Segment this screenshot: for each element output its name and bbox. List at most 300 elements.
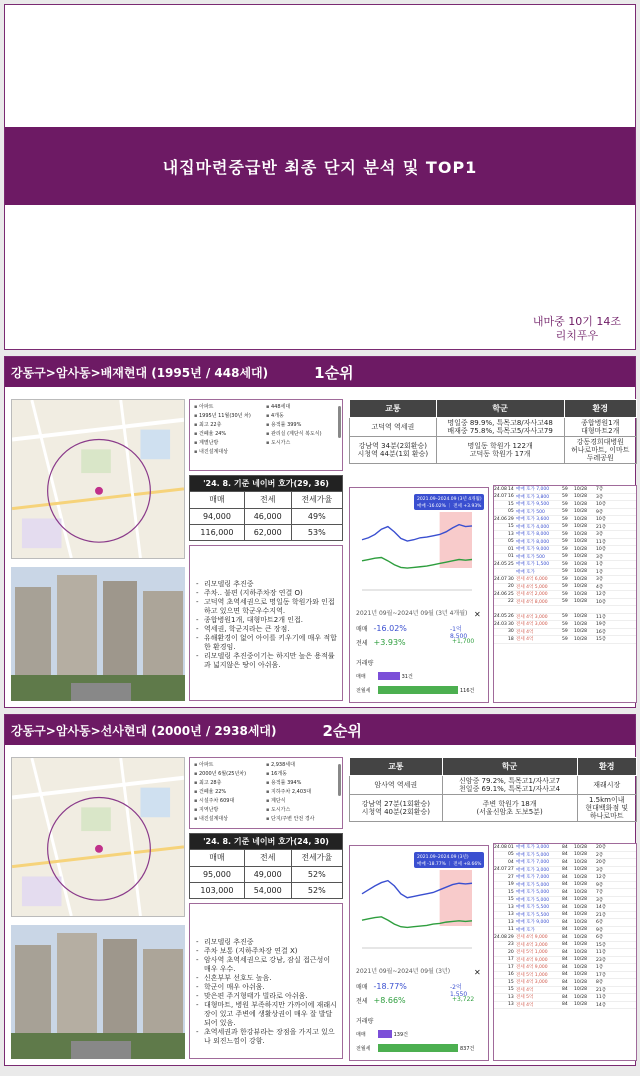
price-header-sale: 매매: [190, 492, 245, 508]
rent-change-row: [356, 996, 475, 1005]
transaction-cell: 10/28: [574, 979, 587, 985]
analysis-notes-list: [196, 580, 338, 670]
transaction-row[interactable]: [494, 972, 636, 980]
transaction-cell: 10/28: [574, 539, 587, 545]
volume-sale-bar: [378, 672, 400, 680]
category-cell: 고덕역 역세권: [350, 418, 437, 437]
transaction-cell: 84: [562, 972, 568, 978]
transaction-cell: 27: [508, 874, 514, 880]
price-trend-panel: [349, 845, 489, 1061]
transaction-cell: 10/28: [574, 934, 587, 940]
price-header-ratio: 전세가율: [291, 492, 342, 508]
rent-change-label: 전세: [356, 640, 368, 647]
price-cell: 52%: [291, 882, 342, 898]
volume-sale-count: 139건: [393, 1031, 408, 1038]
note-item: - 종합병원1개, 대형마트2개 인접.: [196, 616, 338, 625]
transaction-cell: 매매 호가 9,000: [516, 547, 550, 553]
chart-highlight-band: [440, 870, 472, 926]
transaction-row[interactable]: [494, 949, 636, 957]
complex-info-list: [194, 761, 334, 823]
note-item: - 주차.. 불편 (지하주차장 연결 O): [196, 589, 338, 598]
transaction-cell: 12층: [596, 875, 607, 881]
transaction-cell: 23층: [596, 957, 607, 963]
info-item: ▪ 용적률 394%: [266, 779, 334, 787]
price-cell: 54,000: [244, 882, 291, 898]
transaction-cell: 10/28: [574, 972, 587, 978]
transaction-cell: 24.06: [494, 591, 507, 597]
transaction-cell: 전세 4억 9,000: [516, 965, 548, 971]
transaction-row[interactable]: [494, 859, 636, 867]
transaction-cell: 10/28: [574, 509, 587, 515]
transaction-cell: 24.07: [494, 576, 507, 582]
transaction-cell: 10/28: [574, 874, 587, 880]
transaction-cell: 19: [508, 882, 514, 888]
transaction-cell: 매매 호가 5,500: [516, 905, 550, 911]
transaction-cell: 13: [508, 994, 514, 1000]
rank-label: 2순위: [322, 721, 362, 740]
transaction-cell: 84: [562, 844, 568, 850]
transaction-cell: 10/28: [574, 844, 587, 850]
transaction-cell: 84: [562, 859, 568, 865]
note-item: - 신혼부부 선호도 높음.: [196, 974, 338, 983]
transaction-row[interactable]: [494, 874, 636, 882]
transaction-cell: 9층: [596, 509, 604, 515]
transaction-cell: 매매 호가 500: [516, 509, 545, 515]
price-row: [190, 866, 343, 882]
transaction-cell: 20: [508, 584, 514, 590]
transaction-row[interactable]: [494, 882, 636, 890]
transaction-cell: 전세 4억: [516, 637, 534, 643]
transaction-row[interactable]: [494, 554, 636, 562]
transaction-row[interactable]: [494, 1002, 636, 1010]
transaction-row[interactable]: [494, 486, 636, 494]
volume-rent-bar: [378, 1044, 458, 1052]
transaction-cell: 24.08: [494, 486, 507, 492]
transaction-cell: 29: [508, 516, 514, 522]
transaction-cell: 05: [508, 852, 514, 858]
transaction-cell: 20: [508, 949, 514, 955]
transaction-cell: 10/28: [574, 591, 587, 597]
transaction-cell: 전세 5억 1,000: [516, 950, 548, 956]
transaction-row[interactable]: [494, 524, 636, 532]
sale-change-row: [356, 624, 468, 640]
transaction-row[interactable]: [494, 569, 636, 577]
map-graphic: [12, 758, 184, 916]
transaction-cell: 11층: [596, 614, 607, 620]
transaction-cell: 14층: [596, 905, 607, 911]
info-item: ▪ 2,938세대: [266, 761, 334, 769]
sale-change-row: [356, 982, 468, 998]
transaction-cell: 10/28: [574, 629, 587, 635]
transaction-cell: 7층: [596, 890, 604, 896]
transaction-cell: 30: [508, 621, 514, 627]
category-header-school: 학군: [442, 758, 577, 776]
note-item: - 암사역 초역세권으로 강남, 잠실 접근성이 매우 우수.: [196, 956, 338, 974]
transaction-row[interactable]: [494, 852, 636, 860]
sale-change-pct: -18.77%: [373, 982, 407, 991]
note-item: - 맞은편 주거형태가 빌라로 아쉬움.: [196, 992, 338, 1001]
info-item: ▪ 4개동: [266, 412, 334, 420]
transaction-cell: 매매 호가 9,500: [516, 502, 550, 508]
complex-location: 강동구>암사동>배재현대 (1995년 / 448세대): [11, 365, 269, 380]
transaction-row[interactable]: [494, 614, 636, 622]
transaction-cell: 10/28: [574, 987, 587, 993]
price-cell: 46,000: [244, 508, 291, 524]
transaction-cell: 24.05: [494, 614, 507, 620]
note-item: - 고덕역 초역세권으로 명일동 학원가와 인접하고 있으면 학군우수지역.: [196, 598, 338, 616]
category-row: [350, 437, 637, 464]
transaction-cell: 전세 4억 3,000: [516, 980, 548, 986]
info-item: ▪ 최고 28층: [194, 779, 262, 787]
transaction-cell: 01: [508, 844, 514, 850]
transaction-row[interactable]: [494, 509, 636, 517]
transaction-cell: 04: [508, 859, 514, 865]
transaction-cell: 24.05: [494, 561, 507, 567]
transaction-cell: 4층: [596, 584, 604, 590]
price-table-title: '24. 8. 기준 네이버 호가(29, 36): [190, 476, 343, 492]
info-item: ▪ 2000년 6월(25년차): [194, 770, 262, 778]
category-cell: 주변 학원가 18개 (서울신암초 도보5분): [442, 795, 577, 822]
transaction-row[interactable]: [494, 994, 636, 1002]
volume-sale-row: [356, 672, 413, 680]
category-cell: 신암중 79.2%, 특목고1/자사고7 천일중 69.1%, 특목고1/자사고4: [442, 776, 577, 795]
rank-header-band: [5, 715, 635, 745]
transaction-cell: 05: [508, 539, 514, 545]
transaction-row[interactable]: [494, 889, 636, 897]
info-item: ▪ 시설주차 609대: [194, 797, 262, 805]
price-table: [189, 833, 343, 899]
info-item: ▪ 계별난방: [194, 439, 262, 447]
cover-class: 내마중 10기 14조: [532, 315, 621, 328]
rank-label: 1순위: [314, 363, 354, 382]
sale-change-label: 매매: [356, 626, 368, 633]
volume-rent-label: 전월세: [356, 687, 371, 694]
transaction-cell: 매매 호가 3,000: [516, 845, 550, 851]
category-header-environment: 환경: [577, 758, 636, 776]
transaction-cell: 59: [562, 546, 568, 552]
info-item: ▪ 건폐율 24%: [194, 430, 262, 438]
chart-tooltip-text: 2021.09–2024.09 (3년): [417, 855, 469, 860]
transaction-cell: 27: [508, 867, 514, 873]
transaction-cell: 15층: [596, 942, 607, 948]
transaction-cell: 13: [508, 904, 514, 910]
transaction-row[interactable]: [494, 964, 636, 972]
transaction-cell: 25: [508, 561, 514, 567]
transaction-cell: 22: [508, 599, 514, 605]
transaction-cell: 전세 5억: [516, 995, 534, 1001]
transaction-cell: 11층: [596, 539, 607, 545]
info-item: ▪ 건폐율 22%: [194, 788, 262, 796]
transaction-cell: 10층: [596, 599, 607, 605]
category-row: [350, 776, 637, 795]
info-item: ▪ 아파트: [194, 761, 262, 769]
transaction-cell: 21층: [596, 524, 607, 530]
volume-sale-bar: [378, 1030, 392, 1038]
transaction-cell: 59: [562, 584, 568, 590]
rank-header-band: [5, 357, 635, 387]
info-item: ▪ 지역난방: [194, 806, 262, 814]
transaction-cell: 6층: [596, 935, 604, 941]
transaction-cell: 매매 호가 8,000: [516, 539, 550, 545]
transaction-cell: 15: [508, 889, 514, 895]
transaction-row[interactable]: [494, 531, 636, 539]
transaction-cell: 84: [562, 912, 568, 918]
trend-period: 2021년 09월~2024년 09월 (3년): [356, 968, 451, 975]
transaction-row[interactable]: [494, 501, 636, 509]
transaction-row[interactable]: [494, 636, 636, 644]
transaction-row[interactable]: [494, 987, 636, 995]
category-cell: 강남역 34분(2회환승) 시청역 44분(1회 환승): [350, 437, 437, 464]
cover-authors: [533, 315, 621, 343]
transaction-cell: 19층: [596, 622, 607, 628]
transaction-cell: 2층: [596, 852, 604, 858]
transaction-cell: 14: [508, 486, 514, 492]
price-table-title: '24. 8. 기준 네이버 호가(24, 30): [190, 834, 343, 850]
price-trend-chart[interactable]: [354, 852, 486, 960]
category-cell: 1.5km이내 현대백화점 및 하나로마트: [577, 795, 636, 822]
transaction-row[interactable]: [494, 927, 636, 935]
info-item: ▪ 용적률 399%: [266, 421, 334, 429]
price-cell: 52%: [291, 866, 342, 882]
complex-info-panel: [189, 757, 343, 829]
transaction-cell: 7층: [596, 487, 604, 493]
volume-rent-count: 837건: [460, 1045, 475, 1052]
transaction-cell: 10층: [596, 502, 607, 508]
volume-rent-bar: [378, 686, 458, 694]
transaction-cell: 전세 4억 3,000: [516, 622, 548, 628]
transaction-cell: 10/28: [574, 867, 587, 873]
note-item: - 유해환경이 없어 아이를 키우기에 매우 적합한 환경임.: [196, 634, 338, 652]
transaction-row[interactable]: [494, 957, 636, 965]
rent-change-amount: +3,722: [452, 996, 475, 1003]
note-item: - 리모델링 추진중: [196, 938, 338, 947]
info-item: ▪ 아파트: [194, 403, 262, 411]
transaction-row[interactable]: [494, 629, 636, 637]
transaction-cell: 매매 호가 7,000: [516, 487, 550, 493]
transaction-cell: 10/28: [574, 852, 587, 858]
price-header-jeonse: 전세: [244, 492, 291, 508]
price-cell: 116,000: [190, 524, 245, 540]
transaction-cell: 매매 호가 5,000: [516, 890, 550, 896]
category-cell: 암사역 역세권: [350, 776, 443, 795]
transaction-cell: 전세 4억 9,000: [516, 935, 548, 941]
transaction-cell: 84: [562, 874, 568, 880]
transaction-cell: 14층: [596, 1002, 607, 1008]
transaction-cell: 59: [562, 494, 568, 500]
transaction-cell: 11층: [596, 995, 607, 1001]
chart-tooltip-text: 매매 -16.02% ｜ 전세 +3.93%: [417, 504, 482, 509]
rent-change-label: 전세: [356, 998, 368, 1005]
transaction-row[interactable]: [494, 897, 636, 905]
transaction-cell: 11: [508, 927, 514, 933]
category-table: [349, 757, 637, 822]
volume-label: 거래량: [356, 660, 374, 667]
price-cell: 62,000: [244, 524, 291, 540]
transaction-cell: 전세 4억: [516, 629, 534, 635]
transaction-row[interactable]: [494, 546, 636, 554]
category-header-transport: 교통: [350, 758, 443, 776]
category-cell: 명일동 학원가 122개 고덕동 학원가 17개: [436, 437, 564, 464]
transaction-cell: 10층: [596, 517, 607, 523]
transaction-cell: 84: [562, 957, 568, 963]
transaction-cell: 84: [562, 942, 568, 948]
transaction-cell: 10/28: [574, 859, 587, 865]
transaction-cell: 10/28: [574, 912, 587, 918]
info-item: ▪ 도시가스: [266, 439, 334, 447]
sale-change-amount: -1억 8,500: [450, 626, 468, 640]
transaction-row[interactable]: [494, 516, 636, 524]
transaction-cell: 매매 호가 3,000: [516, 867, 550, 873]
transaction-row[interactable]: [494, 561, 636, 569]
transaction-cell: 매매 호가 5,000: [516, 897, 550, 903]
price-cell: 95,000: [190, 866, 245, 882]
cover-title-band: [5, 127, 635, 205]
transaction-cell: 20층: [596, 860, 607, 866]
info-scrollbar[interactable]: [338, 406, 341, 438]
transaction-cell: 01: [508, 546, 514, 552]
transaction-row[interactable]: [494, 621, 636, 629]
transaction-cell: 18: [508, 636, 514, 642]
transaction-cell: 10/28: [574, 501, 587, 507]
transaction-row[interactable]: [494, 867, 636, 875]
transaction-list[interactable]: [493, 843, 637, 1061]
transaction-row[interactable]: [494, 919, 636, 927]
transaction-cell: 전세 4억: [516, 1002, 534, 1008]
transaction-cell: 전세 4억: [516, 987, 534, 993]
price-cell: 49%: [291, 508, 342, 524]
sale-change-amount: -2억 1,550: [450, 984, 468, 998]
transaction-cell: 59: [562, 569, 568, 575]
transaction-cell: 매매 호가: [516, 569, 535, 575]
transaction-row[interactable]: [494, 844, 636, 852]
transaction-cell: 21층: [596, 987, 607, 993]
category-header: [350, 400, 637, 418]
transaction-cell: 23: [508, 942, 514, 948]
category-cell: 종합병원1개 대형마트2개: [564, 418, 637, 437]
transaction-cell: 10/28: [574, 486, 587, 492]
rent-change-amount: +1,700: [452, 638, 475, 645]
volume-sale-label: 매매: [356, 673, 366, 680]
info-item: ▪ 도시가스: [266, 806, 334, 814]
transaction-cell: 24.07: [494, 494, 507, 500]
transaction-row[interactable]: [494, 942, 636, 950]
transaction-cell: 01: [508, 554, 514, 560]
transaction-cell: 30: [508, 576, 514, 582]
transaction-row[interactable]: [494, 606, 636, 614]
transaction-row[interactable]: [494, 912, 636, 920]
transaction-cell: 24.06: [494, 516, 507, 522]
transaction-row[interactable]: [494, 494, 636, 502]
info-item: ▪ 관리실 (계단식 복도식): [266, 430, 334, 438]
transaction-cell: 84: [562, 994, 568, 1000]
transaction-row[interactable]: [494, 934, 636, 942]
info-item: ▪ 단지/주변 안전 경사: [266, 815, 334, 823]
trend-period: 2021년 09월~2024년 09월 (3년 4개월): [356, 610, 468, 617]
price-header-jeonse: 전세: [244, 850, 291, 866]
info-scrollbar[interactable]: [338, 764, 341, 796]
transaction-cell: 매매 호가 4,000: [516, 524, 550, 530]
transaction-cell: 59: [562, 501, 568, 507]
complex-photo: [11, 925, 185, 1059]
transaction-cell: 20층: [596, 845, 607, 851]
transaction-row[interactable]: [494, 584, 636, 592]
transaction-row[interactable]: [494, 576, 636, 584]
transaction-cell: 매매 호가 7,000: [516, 875, 550, 881]
note-item: - 대형마트, 병원 부족하지만 가까이에 재래시장이 있고 주변에 생활상권이 매우 잘 발달되어 있음.: [196, 1001, 338, 1028]
price-row: [190, 524, 343, 540]
price-header-ratio: 전세가율: [291, 850, 342, 866]
transaction-cell: 1층: [596, 965, 604, 971]
transaction-cell: 10/28: [574, 904, 587, 910]
transaction-cell: 59: [562, 539, 568, 545]
transaction-cell: 매매 호가 1,500: [516, 562, 550, 568]
transaction-cell: 84: [562, 897, 568, 903]
transaction-row[interactable]: [494, 591, 636, 599]
transaction-cell: 84: [562, 867, 568, 873]
price-trend-chart[interactable]: [354, 494, 486, 602]
transaction-cell: 6층: [596, 920, 604, 926]
transaction-cell: 매매 호가 5,000: [516, 882, 550, 888]
price-cell: 49,000: [244, 866, 291, 882]
transaction-cell: 16: [508, 972, 514, 978]
transaction-cell: 10/28: [574, 599, 587, 605]
transaction-cell: 10층: [596, 547, 607, 553]
sale-change-label: 매매: [356, 984, 368, 991]
transaction-cell: 10/28: [574, 927, 587, 933]
location-map[interactable]: [11, 757, 185, 917]
transaction-list[interactable]: [493, 485, 637, 703]
transaction-cell: 24.08: [494, 844, 507, 850]
transaction-cell: 10/28: [574, 584, 587, 590]
transaction-cell: 59: [562, 524, 568, 530]
transaction-cell: 10/28: [574, 957, 587, 963]
note-item: - 리모델링 추진중: [196, 580, 338, 589]
transaction-cell: 매매 호가: [516, 927, 535, 933]
price-row: [190, 508, 343, 524]
complex-photo: [11, 567, 185, 701]
building-photo-graphic: [11, 567, 185, 701]
transaction-cell: 3층: [596, 897, 604, 903]
transaction-cell: 21층: [596, 912, 607, 918]
transaction-cell: 3층: [596, 494, 604, 500]
category-cell: 강동경희대병원 허나로마트, 이마트 두레공원: [564, 437, 637, 464]
transaction-cell: 10/28: [574, 494, 587, 500]
transaction-cell: 13: [508, 912, 514, 918]
transaction-row[interactable]: [494, 599, 636, 607]
location-map[interactable]: [11, 399, 185, 559]
info-item: ▪ 내진설계대상: [194, 815, 262, 823]
transaction-cell: 매매 호가 9,000: [516, 920, 550, 926]
analysis-notes-list: [196, 938, 338, 1046]
close-icon[interactable]: ✕: [474, 968, 481, 977]
note-item: - 초역세권과 한강뷰라는 장점을 가지고 있으나 외진느낌이 강함.: [196, 1028, 338, 1046]
transaction-row[interactable]: [494, 979, 636, 987]
transaction-cell: 전세 4억 3,000: [516, 942, 548, 948]
transaction-cell: 전세 4억 2,000: [516, 592, 548, 598]
transaction-cell: 16층: [596, 629, 607, 635]
transaction-cell: 10/28: [574, 576, 587, 582]
transaction-cell: 59: [562, 621, 568, 627]
transaction-cell: 59: [562, 629, 568, 635]
transaction-cell: 10/28: [574, 889, 587, 895]
transaction-row[interactable]: [494, 539, 636, 547]
close-icon[interactable]: ✕: [474, 610, 481, 619]
transaction-cell: 24.08: [494, 934, 507, 940]
transaction-cell: 15층: [596, 637, 607, 643]
category-header-environment: 환경: [564, 400, 637, 418]
transaction-row[interactable]: [494, 904, 636, 912]
transaction-cell: 매매 호가 7,000: [516, 860, 550, 866]
